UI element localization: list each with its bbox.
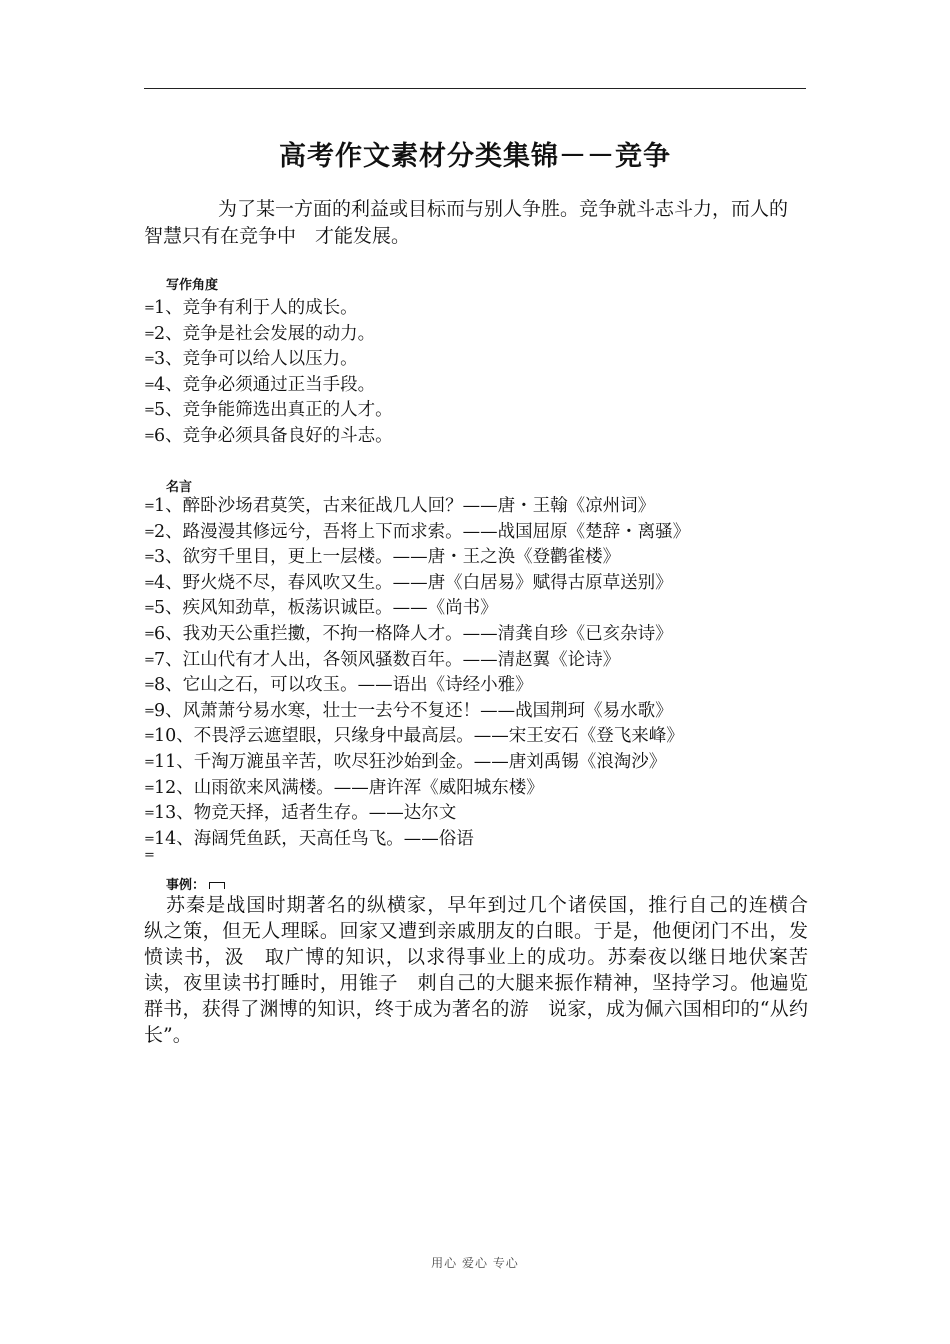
page-footer: 用心 爱心 专心 [431, 1256, 519, 1270]
list-item-text: 8、它山之石，可以攻玉。——语出《诗经小雅》 [154, 675, 533, 696]
list-item-text: 1、竞争有利于人的成长。 [154, 298, 358, 318]
list-item [144, 520, 824, 546]
list-item [144, 322, 824, 348]
list-marker: = [144, 377, 155, 393]
list-marker: = [144, 703, 155, 719]
list-marker: = [144, 575, 155, 591]
list-marker: = [144, 428, 155, 444]
document-title: 高考作文素材分类集锦－－竞争 [279, 141, 671, 172]
list-item [144, 750, 824, 776]
list-marker: = [144, 806, 155, 822]
list-marker: = [144, 499, 155, 514]
list-item [144, 494, 824, 520]
list-item-text: 2、路漫漫其修远兮，吾将上下而求索。——战国屈原《楚辞・离骚》 [154, 521, 691, 542]
list-item [144, 571, 824, 597]
list-marker: = [144, 601, 155, 617]
list-marker: = [144, 301, 155, 316]
list-item [144, 424, 824, 450]
list-item-text: 6、竞争必须具备良好的斗志。 [154, 425, 393, 446]
example-heading [166, 874, 225, 893]
list-item-text: 4、野火烧不尽，春风吹又生。——唐《白居易》赋得古原草送别》 [154, 572, 673, 593]
list-item [144, 545, 824, 571]
list-marker: = [144, 626, 155, 642]
writing-angles-list [144, 296, 824, 450]
list-marker: = [144, 403, 155, 419]
example-heading-label: 事例： [166, 878, 206, 893]
list-item [144, 801, 824, 827]
list-item-text: 3、竞争可以给人以压力。 [154, 349, 358, 370]
intro-paragraph: 为了某一方面的利益或目标而与别人争胜。竞争就斗志斗力，而人的智慧只有在竞争中 才能发展。 [144, 198, 789, 247]
list-item [144, 827, 824, 853]
list-marker: = [144, 780, 155, 796]
list-marker: = [144, 848, 155, 863]
list-marker: = [144, 524, 155, 540]
list-item-text: 12、山雨欲来风满楼。——唐许浑《威阳城东楼》 [154, 777, 544, 798]
list-item [144, 724, 824, 750]
list-marker: = [144, 550, 155, 566]
list-marker: = [144, 831, 155, 847]
bracket-icon [209, 882, 225, 889]
list-item [144, 648, 824, 674]
list-item [144, 398, 824, 424]
list-item [144, 347, 824, 373]
list-item-text: 10、不畏浮云遮望眼，只缘身中最高层。——宋王安石《登飞来峰》 [154, 726, 684, 747]
list-marker: = [144, 652, 155, 668]
list-item [144, 296, 824, 322]
list-marker: = [144, 352, 155, 368]
list-item-text: 1、醉卧沙场君莫笑，古来征战几人回？——唐・王翰《凉州词》 [154, 496, 656, 516]
list-marker: = [144, 754, 155, 770]
list-item [144, 699, 824, 725]
list-item-text: 5、疾风知劲草，板荡识诚臣。——《尚书》 [154, 598, 498, 619]
header-rule [144, 88, 806, 89]
example-paragraph: 苏秦是战国时期著名的纵横家，早年到过几个诸侯国，推行自己的连横合 纵之策，但无人理睬。回家又遭到亲戚朋友的白眼。于是，他便闭门不出，发愤读书，汲 取广博的知识，以求得事业上的成功。苏秦夜以继日地伏案苦读，夜里读书打睡时，用锥子 刺自己的大腿来振作精神，坚持学习。他遍览群书，获得了渊博的知识，终于成为著名的游 说家，成为佩六国相印的“从约长”。 [144, 894, 828, 1046]
list-item-text: 11、千淘万漉虽辛苦，吹尽狂沙始到金。——唐刘禹锡《浪淘沙》 [154, 751, 667, 772]
list-marker: = [144, 729, 155, 745]
list-item-text: 14、海阔凭鱼跃，天高任鸟飞。——俗语 [154, 828, 474, 849]
list-item-text: 13、物竞天择，适者生存。——达尔文 [154, 803, 457, 824]
list-item-text: 3、欲穷千里目，更上一层楼。——唐・王之涣《登鹳雀楼》 [154, 547, 621, 568]
list-item [144, 373, 824, 399]
list-item-text: 2、竞争是社会发展的动力。 [154, 323, 376, 344]
list-item-text: 7、江山代有才人出，各领风骚数百年。——清赵翼《论诗》 [154, 649, 621, 670]
list-item-text: 4、竞争必须通过正当手段。 [154, 374, 376, 395]
list-marker: = [144, 326, 155, 342]
list-item [144, 596, 824, 622]
list-item-text: 6、我劝天公重拦擻，不拘一格降人才。——清龚自珍《已亥杂诗》 [154, 623, 673, 644]
list-item [144, 673, 824, 699]
quotes-heading: 名言 [166, 480, 193, 495]
list-item [144, 622, 824, 648]
list-marker: = [144, 678, 155, 694]
list-item [144, 776, 824, 802]
quotes-list [144, 494, 824, 852]
writing-angles-heading: 写作角度 [166, 278, 219, 293]
list-item-text: 5、竞争能筛选出真正的人才。 [154, 400, 393, 421]
list-item-text: 9、风萧萧兮易水寒，壮士一去兮不复还！——战国荆珂《易水歌》 [154, 700, 673, 721]
